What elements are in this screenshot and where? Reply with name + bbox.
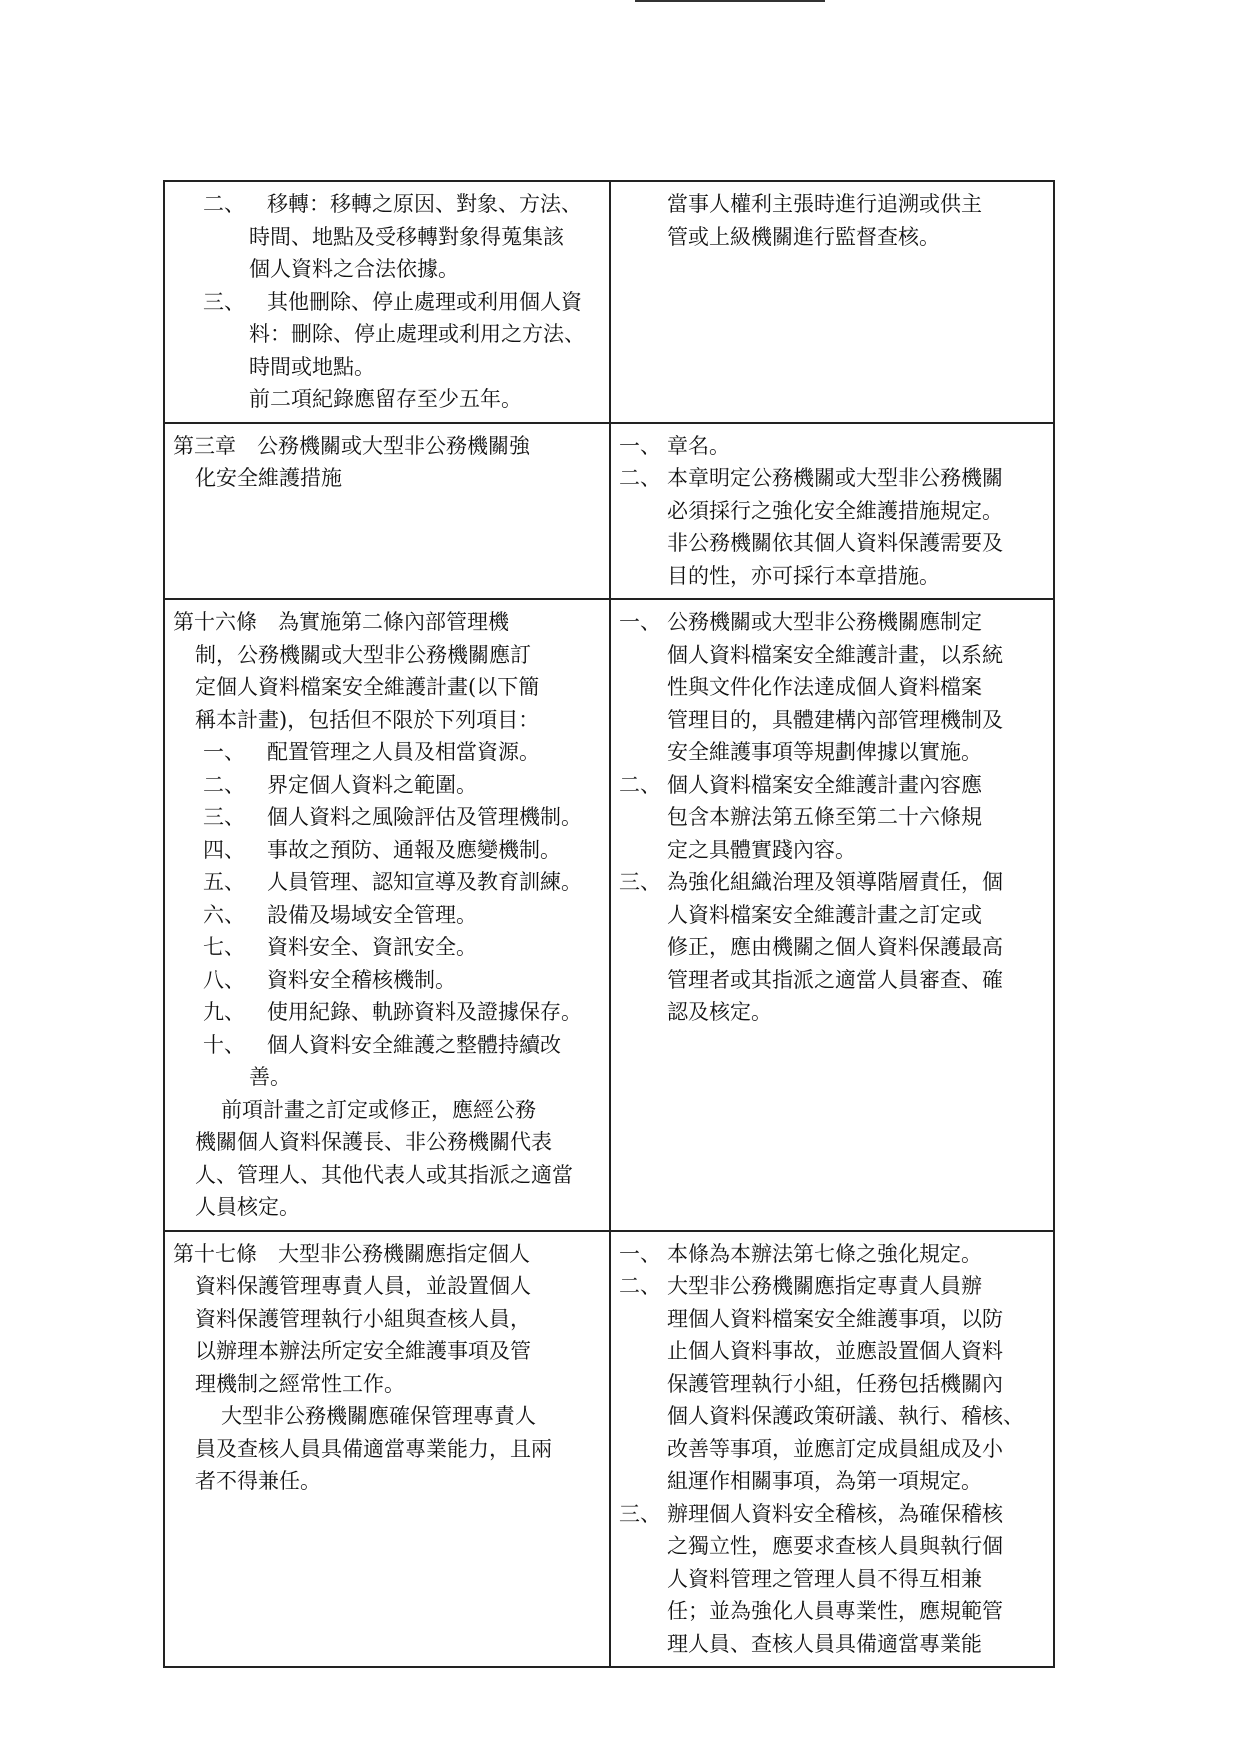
list-item (619, 866, 1049, 899)
article-heading: 第十七條 大型非公務機關應指定個人 (173, 1241, 530, 1266)
list-item (173, 964, 605, 997)
item-text: 界定個人資料之範圍。 (267, 772, 477, 797)
item-number: 五、 (203, 870, 245, 894)
list-item (173, 188, 605, 221)
item-text: 本章明定公務機關或大型非公務機關 (667, 466, 1003, 490)
left-cell (164, 599, 610, 1231)
item-text: 本條為本辦法第七條之強化規定。 (667, 1241, 982, 1266)
item-number: 二、 (203, 772, 245, 797)
article-heading: 第三章 公務機關或大型非公務機關強 (173, 433, 530, 458)
item-text: 移轉：移轉之原因、對象、方法、 (267, 192, 582, 216)
item-number: 六、 (203, 902, 245, 927)
left-cell (164, 1231, 610, 1668)
list-item (619, 430, 1049, 463)
item-continuation: 之獨立性，應要求查核人員與執行個 (667, 1534, 1003, 1558)
item-continuation: 個人資料之合法依據。 (249, 257, 459, 281)
item-continuation: 料：刪除、停止處理或利用之方法、 (249, 322, 585, 346)
item-text: 事故之預防、通報及應變機制。 (267, 837, 561, 862)
list-item (619, 606, 1049, 639)
list-item (173, 834, 605, 867)
item-continuation: 任；並為強化人員專業性，應規範管 (667, 1599, 1003, 1623)
item-continuation: 定之具體實踐內容。 (667, 837, 856, 862)
item-number: 一、 (203, 740, 245, 764)
right-cell (610, 181, 1054, 423)
article-text: 化安全維護措施 (195, 466, 342, 490)
table-row (164, 181, 1054, 423)
item-continuation: 個人資料保護政策研議、執行、稽核、 (667, 1404, 1024, 1428)
list-item (173, 996, 605, 1029)
article-text: 人員核定。 (195, 1195, 300, 1219)
item-continuation: 安全維護事項等規劃俾據以實施。 (667, 740, 982, 764)
item-text: 章名。 (667, 433, 730, 458)
article-text: 資料保護管理執行小組與查核人員， (195, 1306, 531, 1331)
item-number: 九、 (203, 1000, 245, 1024)
paragraph-start: 前項計畫之訂定或修正，應經公務 (221, 1097, 536, 1122)
item-continuation: 理人員、查核人員具備適當專業能 (667, 1631, 982, 1656)
item-number: 二、 (619, 466, 661, 490)
item-continuation: 性與文件化作法達成個人資料檔案 (667, 675, 982, 699)
item-text: 為強化組織治理及領導階層責任，個 (667, 870, 1003, 894)
item-continuation: 保護管理執行小組，任務包括機關內 (667, 1371, 1003, 1396)
item-text: 個人資料之風險評估及管理機制。 (267, 805, 582, 829)
item-text: 資料安全、資訊安全。 (267, 935, 477, 959)
item-number: 二、 (619, 1274, 661, 1298)
item-continuation: 認及核定。 (667, 1000, 772, 1024)
item-continuation: 改善等事項，並應訂定成員組成及小 (667, 1436, 1003, 1461)
list-item (619, 1238, 1049, 1271)
item-text: 人員管理、認知宣導及教育訓練。 (267, 870, 582, 894)
item-continuation: 修正，應由機關之個人資料保護最高 (667, 935, 1003, 959)
list-item (173, 769, 605, 802)
item-text: 配置管理之人員及相當資源。 (267, 740, 540, 764)
list-item (619, 769, 1049, 802)
item-text: 使用紀錄、軌跡資料及證據保存。 (267, 1000, 582, 1024)
item-number: 三、 (619, 870, 661, 894)
list-item (173, 736, 605, 769)
item-continuation: 管理目的，具體建構內部管理機制及 (667, 707, 1003, 732)
list-item (173, 1029, 605, 1062)
list-item (619, 1498, 1049, 1531)
article-text: 機關個人資料保護長、非公務機關代表 (195, 1130, 552, 1154)
article-text: 者不得兼任。 (195, 1469, 321, 1493)
list-item (173, 899, 605, 932)
item-text: 公務機關或大型非公務機關應制定 (667, 610, 982, 634)
article-text: 制，公務機關或大型非公務機關應訂 (195, 642, 531, 667)
item-continuation: 個人資料檔案安全維護計畫，以系統 (667, 642, 1003, 667)
item-continuation: 時間或地點。 (249, 354, 375, 379)
item-number: 三、 (619, 1501, 661, 1526)
item-text: 辦理個人資料安全稽核，為確保稽核 (667, 1501, 1003, 1526)
table-row (164, 599, 1054, 1231)
item-number: 四、 (203, 837, 245, 862)
right-cell (610, 423, 1054, 600)
article-text: 資料保護管理專責人員，並設置個人 (195, 1274, 531, 1298)
article-text: 定個人資料檔案安全維護計畫(以下簡 (195, 675, 540, 699)
list-item (619, 1270, 1049, 1303)
list-item (173, 866, 605, 899)
article-text: 人、管理人、其他代表人或其指派之適當 (195, 1162, 573, 1187)
item-continuation: 必須採行之強化安全維護措施規定。 (667, 498, 1003, 523)
list-item (173, 931, 605, 964)
item-continuation: 善。 (249, 1065, 291, 1089)
table-row (164, 1231, 1054, 1668)
item-text: 個人資料安全維護之整體持續改 (267, 1032, 561, 1057)
article-heading: 第十六條 為實施第二條內部管理機 (173, 610, 509, 634)
paragraph-start: 前二項紀錄應留存至少五年。 (249, 387, 522, 411)
left-cell (164, 181, 610, 423)
table-row (164, 423, 1054, 600)
item-continuation: 止個人資料事故，並應設置個人資料 (667, 1339, 1003, 1363)
item-number: 二、 (619, 772, 661, 797)
item-number: 三、 (203, 289, 245, 314)
top-rule (635, 0, 825, 2)
right-cell (610, 599, 1054, 1231)
item-text: 大型非公務機關應指定專責人員辦 (667, 1274, 982, 1298)
item-text: 資料安全稽核機制。 (267, 967, 456, 992)
comparison-table (163, 180, 1055, 1668)
article-text: 理機制之經常性工作。 (195, 1371, 405, 1396)
item-text: 個人資料檔案安全維護計畫內容應 (667, 772, 982, 797)
right-cell (610, 1231, 1054, 1668)
item-text: 設備及場域安全管理。 (267, 902, 477, 927)
article-text: 以辦理本辦法所定安全維護事項及管 (195, 1339, 531, 1363)
item-continuation: 包含本辦法第五條至第二十六條規 (667, 805, 982, 829)
item-continuation: 理個人資料檔案安全維護事項，以防 (667, 1306, 1003, 1331)
item-continuation: 當事人權利主張時進行追溯或供主 (667, 192, 982, 216)
paragraph-start: 大型非公務機關應確保管理專責人 (221, 1404, 536, 1428)
item-number: 一、 (619, 1241, 661, 1266)
item-number: 二、 (203, 192, 245, 216)
item-continuation: 人資料管理之管理人員不得互相兼 (667, 1566, 982, 1591)
item-continuation: 時間、地點及受移轉對象得蒐集該 (249, 224, 564, 249)
article-text: 員及查核人員具備適當專業能力，且兩 (195, 1436, 552, 1461)
list-item (173, 286, 605, 319)
item-continuation: 管或上級機關進行監督查核。 (667, 224, 940, 249)
list-item (619, 462, 1049, 495)
article-text: 稱本計畫)，包括但不限於下列項目： (195, 707, 540, 732)
item-continuation: 管理者或其指派之適當人員審查、確 (667, 967, 1003, 992)
item-number: 七、 (203, 935, 245, 959)
item-continuation: 人資料檔案安全維護計畫之訂定或 (667, 902, 982, 927)
list-item (173, 801, 605, 834)
item-number: 十、 (203, 1032, 245, 1057)
item-number: 八、 (203, 967, 245, 992)
item-continuation: 非公務機關依其個人資料保護需要及 (667, 531, 1003, 555)
item-text: 其他刪除、停止處理或利用個人資 (267, 289, 582, 314)
item-number: 一、 (619, 433, 661, 458)
item-number: 一、 (619, 610, 661, 634)
item-continuation: 組運作相關事項，為第一項規定。 (667, 1469, 982, 1493)
left-cell (164, 423, 610, 600)
item-number: 三、 (203, 805, 245, 829)
item-continuation: 目的性，亦可採行本章措施。 (667, 563, 940, 588)
